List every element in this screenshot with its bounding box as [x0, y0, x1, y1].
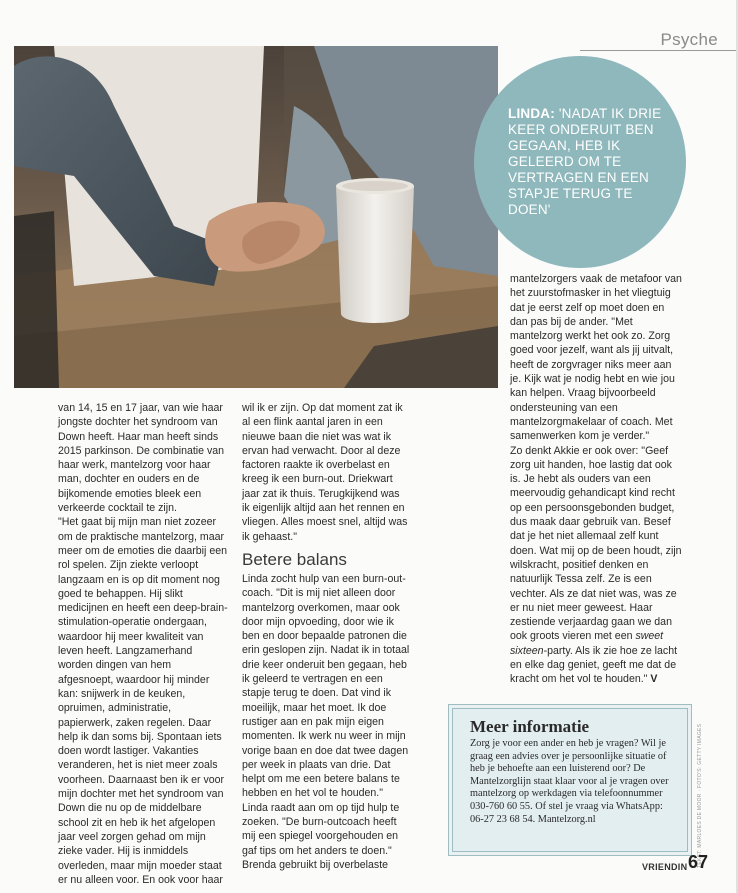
- photo-illustration: [14, 46, 498, 388]
- section-label: Psyche: [660, 30, 718, 49]
- page-number: 67: [688, 852, 709, 872]
- article-column-3: [510, 272, 682, 687]
- section-rule: [580, 50, 738, 51]
- photo-credit: TEKST: MARLOES DE MOOR · FOTO'S: GETTY IMAGES: [697, 723, 703, 868]
- column-3-text: -party. Als ik zie hoe ze lacht en elke dag geniet, geeft me dat de kracht om het vol te houden.": [510, 644, 678, 686]
- column-1-paragraph: "Het gaat bij mijn man niet zozeer om de praktische mantelzorg, maar meer om de emoties die daarbij een rol spelen. Zijn ziekte verloopt langzaam en is op dit moment nog goed te behappen. Hij slikt medicijnen en heeft een deep-brain-stimulation-operatie ondergaan, waardoor hij meer kwaliteit van leven heeft. Langzamerhand worden dingen van hem afgesnoept, waardoor hij minder kan: snijwerk in de keuken, opruimen, administratie, papierwerk, zaken regelen. Daar help ik dan soms bij. Spontaan iets doen wordt lastiger. Vakanties veranderen, het is niet meer zoals voorheen. Daarnaast ben ik er voor mijn dochter met het syndroom van Down die nu op de middelbare school zit en heb ik het afgelopen jaar veel zorgen gehad om mijn zieke vader. Hij is inmiddels overleden, maar mijn moeder staat er nu alleen voor. En ook voor haar: [58, 516, 228, 886]
- column-1-paragraph: van 14, 15 en 17 jaar, van wie haar jongste dochter het syndroom van Down heeft. Haar man heeft sinds 2015 parkinson. De combinatie van haar werk, mantelzorg voor haar man, dochter en ouders en de bijkomende emoties bleek een verkeerde cocktail te zijn.: [58, 402, 225, 515]
- info-box: [448, 704, 692, 856]
- info-box-body: Zorg je voor een ander en heb je vragen? Wil je graag een advies over je persoonlijke situatie of heb je behoefte aan een luisterend oor? De Mantelzorglijn staat klaar voor al je vragen over mantelzorg op werkdagen via telefoonnummer 030-760 60 55. Of stel je vraag via WhatsApp: 06-27 23 68 54. Mantelzorg.nl: [470, 738, 669, 825]
- emphasis-text: sweet sixteen: [510, 630, 664, 657]
- magazine-name: VRIENDIN: [642, 862, 688, 872]
- article-column-2: [242, 401, 410, 872]
- column-2-paragraph: Linda raadt aan om op tijd hulp te zoeken. "De burn-outcoach heeft mij een spiegel voorgehouden en gaf tips om het anders te doen." Brenda gebruikt bij overbelaste: [242, 801, 400, 871]
- pull-quote-speaker: LINDA:: [508, 106, 555, 121]
- info-box-inner: [452, 708, 688, 852]
- article-column-1: [58, 401, 228, 887]
- subheading: Betere balans: [242, 549, 347, 569]
- column-3-paragraph: mantelzorgers vaak de metafoor van het zuurstofmasker in het vliegtuig dat je eerst zelf op moet doen en dan pas bij de ander. "Met mantelzorg werkt het ook zo. Zorg goed voor jezelf, want als jij uitvalt, heeft de zorgvrager niks meer aan je. Kijk wat je nodig hebt en wie jou kan helpen. Vraag bijvoorbeeld ondersteuning van een mantelzorgmakelaar of coach. Met samenwerken kom je verder.": [510, 273, 682, 443]
- column-3-paragraph: [510, 444, 682, 687]
- column-2-paragraph: Linda zocht hulp van een burn-out-coach. "Dit is mij niet alleen door mantelzorg overkomen, maar ook door mijn opvoeding, door wie ik ben en door bepaalde patronen die erin geslopen zijn. Nadat ik in totaal drie keer onderuit ben gegaan, heb ik geleerd te vertragen en een stapje terug te doen. Dat vind ik moeilijk, maar het moet. Ik doe rustiger aan en pak mijn eigen momenten. Ik werk nu weer in mijn vorige baan en doe dat twee dagen per week in plaats van drie. Dat helpt om me een betere balans te hebben en het vol te houden.": [242, 572, 410, 800]
- pull-quote: [508, 106, 664, 218]
- pull-quote-circle: [474, 56, 686, 268]
- column-2-paragraph: wil ik er zijn. Op dat moment zat ik al een flink aantal jaren in een nieuwe baan die niet was wat ik ervan had verwacht. Door al deze factoren raakte ik overbelast en kreeg ik een burn-out. Driekwart jaar zat ik thuis. Terugkijkend was ik eigenlijk altijd aan het rennen en vliegen. Alles moest snel, altijd was ik gehaast.": [242, 402, 408, 543]
- end-mark-icon: V: [650, 673, 658, 686]
- holding-hands-coffee-photo: [14, 46, 498, 388]
- info-box-title: Meer informatie: [470, 717, 590, 736]
- column-3-text: Zo denkt Akkie er ook over: "Geef zorg uit handen, hoe lastig dat ook is. Je hebt als ouders van een meervoudig gehandicapt kind recht op een persoonsgebonden budget, dus maak daar gebruik van. Besef dat je het niet allemaal zelf kunt doen. Wat mij op de been houdt, zijn wilskracht, positief denken en natuurlijk Tessa zelf. Ze is een vechter. Als ze dat niet was, was ze er nu niet meer geweest. Haar zestiende verjaardag gaan we dan ook groots vieren met een: [510, 444, 682, 643]
- pull-quote-text: 'NADAT IK DRIE KEER ONDERUIT BEN GEGAAN, HEB IK GELEERD OM TE VERTRAGEN EN EEN STAPJE TERUG TE DOEN': [508, 106, 662, 217]
